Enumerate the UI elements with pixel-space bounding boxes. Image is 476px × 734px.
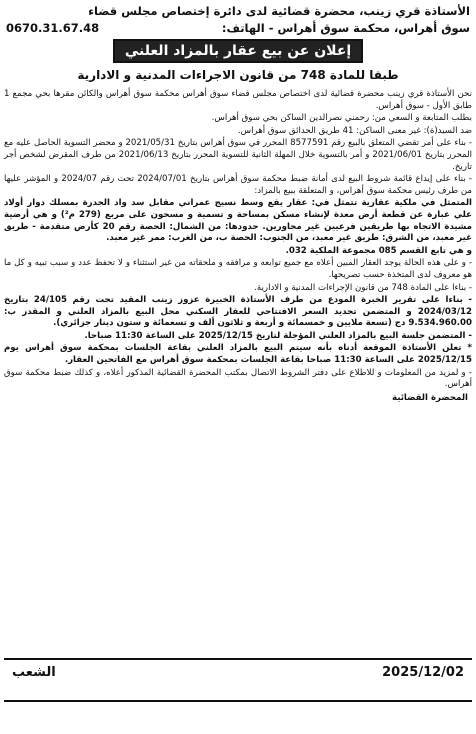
paragraph-section: و هي تابع القسم 085 مجموعة الملكية 032. [285, 245, 472, 256]
bottom-divider [4, 700, 472, 702]
signature-left: المحضرة القضائية [391, 392, 468, 403]
paragraph-session: - المتضمن جلسة البيع بالمزاد العلني المؤجلة لتاريخ 2025/12/15 على الساعة 11:30 صباحا. [84, 330, 472, 341]
paragraph-intro: نحن الأستاذة قري زينب محضرة قضائية لدى اختصاص مجلس قضاء سوق أهراس محكمة سوق أهراس والكائن مقرها بحي مجمع 1 طابق الأول - سوق أهراس. [4, 89, 472, 111]
paragraph-conditions: - بناء على إيداع قائمة شروط البيع لدى أمانة ضبط محكمة سوق أهراس بتاريخ 2024/07/01 تحت رقم 2024/07 و المؤشر عليها من طرف رئيس محكمة سوق أهراس، و المتعلقة ببيع بالمزاد: [4, 174, 472, 196]
paragraph-requester: بطلب المتابعة و السعي من: رحمني نصرالدين الساكن بحي سوق أهراس. [211, 113, 472, 124]
notice-title: إعلان عن بيع عقار بالمزاد العلني [113, 39, 363, 63]
newspaper-name: الشعب [12, 665, 56, 680]
header-line-1: الأستاذة قري زينب، محضرة قضائية لدى دائرة إختصاص مجلس قضاء [88, 4, 470, 18]
header-court-text: سوق أهراس، محكمة سوق أهراس - الهاتف: [221, 21, 470, 35]
phone-number: 0670.31.67.48 [6, 21, 100, 35]
paragraph-contact: - و لمزيد من المعلومات و للاطلاع على دفتر الشروط الاتصال بمكتب المحضرة القضائية المذكور أعلاه، و كذلك ضبط محكمة سوق أهراس. [4, 367, 472, 390]
publication-date: 2025/12/02 [382, 665, 464, 680]
paragraph-defendant: ضد السيد(ة): غير معنى الساكن: 41 طريق الحدائق سوق أهراس. [237, 125, 472, 136]
signature-row [8, 392, 468, 404]
paragraph-property: المتمثل في ملكية عقارية تتمثل في: عقار يقع وسط نسيج عمراني مقابل سد واد الجدرة بمسلك دوار أولاد علي عبارة عن قطعة أرض معدة لإنشاء مسكن بمساحة و تسمية و مسحون على مربع (279 م²) و هي أرضية مشيدة الاتجاه بها طريقين فرعيين غير مجاورين. حدودها: من الشمال: الحصة رقم 20 كأرض متقدمة - طريق غير معبد، من الشرق: طريق غير معبد، من الجنوب: الحصة ب، من الغرب: ممر غير معبد. [4, 198, 472, 244]
paragraph-announcement: * تعلن الأستاذة الموقعة أدناه بأنه سيتم البيع بالمزاد العلني بقاعة الجلسات بمحكمة سوق أهراس يوم 2025/12/15 على الساعة 11:30 صباحا بقاعة الجلسات بمحكمة سوق أهراس مع الفاتحين العقار. [4, 343, 472, 366]
paragraph-article: - بناءا على المادة 748 من قانون الإجراءات المدنية و الادارية. [254, 282, 472, 293]
paragraph-expertise: - بناءا على تقرير الخبرة المودع من طرف الأستاذة الخبيرة عزوز زينب المقيد تحت رقم 24/105 بتاريخ 2024/03/12 و المتضمن تحديد السعر الافتتاحي للعقار السكني محل البيع بالمزاد العلني و المقدر ب: 9.534.960.00 دج (تسعة ملايين و خمسمائة و أربعة و ثلاثون ألف و تسعمائة و ستون دينار جزائري). [4, 295, 472, 329]
header-line-2 [6, 20, 470, 37]
paragraph-state: - و على هذه الحالة يوجد العقار المبين أعلاه مع جميع توابعه و مرافقه و ملحقاته من غير استثناء و لا تحفظ عدد و سبب تبيه و كل ما هو معروف لدى المتخذة حسب تصريحها. [4, 258, 472, 280]
paragraph-order: - بناء على أمر تقضي المتعلق بالبيع رقم 8577591 المحرر في سوق أهراس بتاريخ 2021/05/31 و محضر التسوية الحاصل عليه مع المحرر بتاريخ 2021/06/01 و أمر بالتسوية خلال المهلة الثانية للتسوية المحرر بتاريخ 2021/06/13 من طرف المقرض لشخص أجر تاريخ. [4, 138, 472, 172]
notice-body [4, 89, 472, 391]
notice-subtitle: طبقا للمادة 748 من قانون الاجراءات المدنية و الادارية [77, 68, 399, 82]
footer-bar [4, 658, 472, 680]
